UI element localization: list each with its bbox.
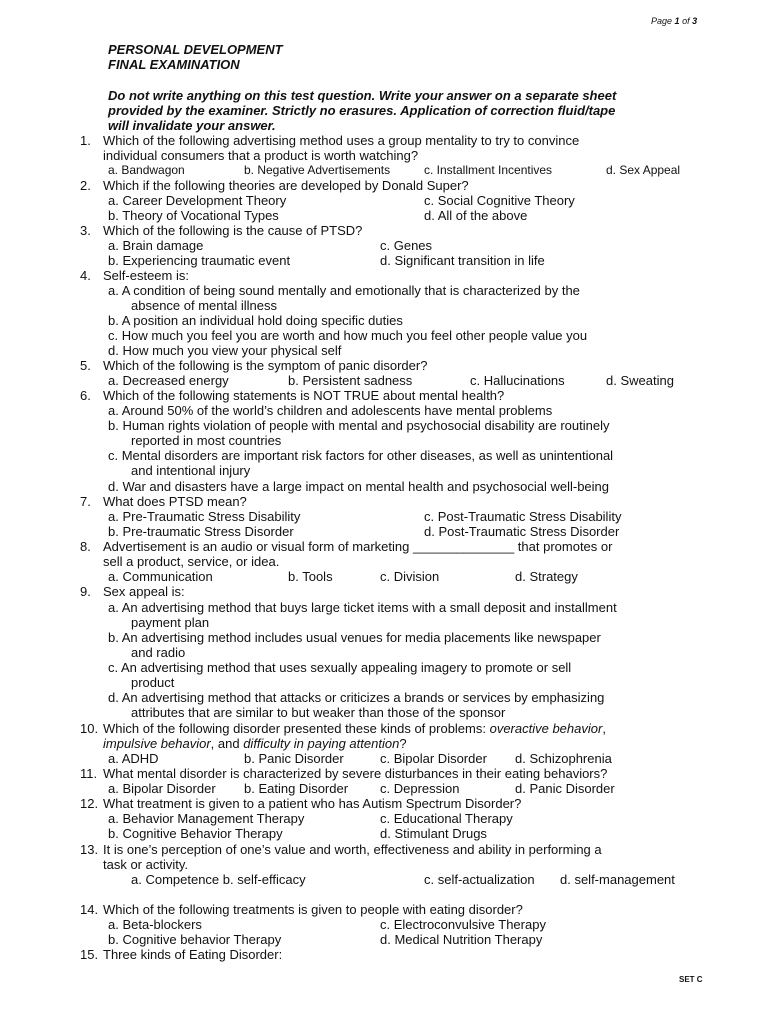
question-text: Which of the following is the symptom of panic disorder? bbox=[103, 358, 428, 373]
option-a-b: a. Competence b. self-efficacy bbox=[131, 872, 306, 887]
page-current: 1 bbox=[674, 16, 680, 26]
option-d: d. Sex Appeal bbox=[606, 163, 681, 177]
question-text-part: Which of the following disorder presented these kinds of problems: bbox=[103, 721, 490, 736]
option-d: d. All of the above bbox=[424, 208, 528, 223]
option-c: c. Genes bbox=[380, 238, 433, 253]
question-text: Which of the following treatments is given to people with eating disorder? bbox=[103, 902, 523, 917]
option-c: c. Bipolar Disorder bbox=[380, 751, 487, 766]
option-d-cont: attributes that are similar to but weaker than those of the sponsor bbox=[131, 705, 506, 720]
question-text: Self-esteem is: bbox=[103, 268, 189, 283]
question-text: Which of the following statements is NOT TRUE about mental health? bbox=[103, 388, 505, 403]
option-b: b. Panic Disorder bbox=[244, 751, 344, 766]
question-text: What treatment is given to a patient who has Autism Spectrum Disorder? bbox=[103, 796, 522, 811]
question-text: Which of the following advertising method uses a group mentality to try to convince bbox=[103, 133, 580, 148]
instruction-line: provided by the examiner. Strictly no erasures. Application of correction fluid/tape bbox=[108, 103, 616, 118]
option-b: b. Cognitive behavior Therapy bbox=[108, 932, 282, 947]
question-number: 7. bbox=[80, 494, 91, 509]
option-a: a. ADHD bbox=[108, 751, 159, 766]
option-a: a. A condition of being sound mentally and emotionally that is characterized by the bbox=[108, 283, 580, 298]
question-text bbox=[103, 721, 606, 736]
instructions bbox=[108, 88, 708, 133]
option-b: b. Human rights violation of people with mental and psychosocial disability are routinely bbox=[108, 418, 610, 433]
question-number: 9. bbox=[80, 584, 91, 599]
option-c: c. Post-Traumatic Stress Disability bbox=[424, 509, 622, 524]
option-d: d. Post-Traumatic Stress Disorder bbox=[424, 524, 620, 539]
question-text: It is one’s perception of one’s value and worth, effectiveness and ability in performing a bbox=[103, 842, 602, 857]
option-a: a. Communication bbox=[108, 569, 213, 584]
option-c: c. How much you feel you are worth and how much you feel other people value you bbox=[108, 328, 588, 343]
option-d: d. How much you view your physical self bbox=[108, 343, 342, 358]
question-number: 5. bbox=[80, 358, 91, 373]
option-d: d. Panic Disorder bbox=[515, 781, 615, 796]
question-number: 4. bbox=[80, 268, 91, 283]
question-text-italic: difficulty in paying attention bbox=[243, 736, 400, 751]
question-text-part: ? bbox=[399, 736, 407, 751]
option-b: b. A position an individual hold doing specific duties bbox=[108, 313, 403, 328]
question-number: 13. bbox=[80, 842, 99, 857]
question-text: Sex appeal is: bbox=[103, 584, 185, 599]
option-d: d. Significant transition in life bbox=[380, 253, 545, 268]
option-b: b. Theory of Vocational Types bbox=[108, 208, 279, 223]
option-c: c. Division bbox=[380, 569, 440, 584]
option-a: a. Decreased energy bbox=[108, 373, 229, 388]
option-a: a. An advertising method that buys large ticket items with a small deposit and installment bbox=[108, 600, 617, 615]
option-d: d. Medical Nutrition Therapy bbox=[380, 932, 543, 947]
option-a: a. Beta-blockers bbox=[108, 917, 202, 932]
question-number: 15. bbox=[80, 947, 99, 962]
option-b: b. Tools bbox=[288, 569, 333, 584]
page-of: of bbox=[682, 16, 690, 26]
option-b: b. Eating Disorder bbox=[244, 781, 349, 796]
question-text: What does PTSD mean? bbox=[103, 494, 247, 509]
question-text: Three kinds of Eating Disorder: bbox=[103, 947, 283, 962]
question-text: sell a product, service, or idea. bbox=[103, 554, 280, 569]
option-c: c. An advertising method that uses sexually appealing imagery to promote or sell bbox=[108, 660, 572, 675]
question-text-part: , and bbox=[210, 736, 244, 751]
instruction-line: will invalidate your answer. bbox=[108, 118, 276, 133]
option-b: b. Negative Advertisements bbox=[244, 163, 391, 177]
question-text-italic: impulsive behavior bbox=[103, 736, 211, 751]
exam-type: FINAL EXAMINATION bbox=[108, 57, 240, 72]
question-number: 10. bbox=[80, 721, 99, 736]
option-a-cont: payment plan bbox=[131, 615, 210, 630]
question-number: 1. bbox=[80, 133, 91, 148]
option-a-cont: absence of mental illness bbox=[131, 298, 277, 313]
option-c: c. Educational Therapy bbox=[380, 811, 513, 826]
question-number: 2. bbox=[80, 178, 91, 193]
option-c: c. Electroconvulsive Therapy bbox=[380, 917, 546, 932]
question-number: 11. bbox=[80, 766, 98, 781]
option-c: c. Depression bbox=[380, 781, 460, 796]
option-a: a. Bipolar Disorder bbox=[108, 781, 216, 796]
option-d: d. Stimulant Drugs bbox=[380, 826, 487, 841]
question-text: What mental disorder is characterized by severe disturbances in their eating behaviors? bbox=[103, 766, 608, 781]
option-c: c. Mental disorders are important risk factors for other diseases, as well as unintentional bbox=[108, 448, 614, 463]
question-text-part: , bbox=[602, 721, 606, 736]
option-c: c. Social Cognitive Theory bbox=[424, 193, 575, 208]
option-b-cont: reported in most countries bbox=[131, 433, 282, 448]
option-a: a. Behavior Management Therapy bbox=[108, 811, 305, 826]
option-a: a. Around 50% of the world’s children and adolescents have mental problems bbox=[108, 403, 553, 418]
option-c-cont: and intentional injury bbox=[131, 463, 251, 478]
option-d: d. An advertising method that attacks or criticizes a brands or services by emphasizing bbox=[108, 690, 605, 705]
option-b: b. Experiencing traumatic event bbox=[108, 253, 291, 268]
set-label: SET C bbox=[679, 975, 703, 984]
page-label: Page bbox=[651, 16, 673, 26]
question-text-italic: overactive behavior bbox=[489, 721, 603, 736]
option-a: a. Brain damage bbox=[108, 238, 204, 253]
option-a: a. Career Development Theory bbox=[108, 193, 287, 208]
question-number: 6. bbox=[80, 388, 91, 403]
option-a: a. Bandwagon bbox=[108, 163, 185, 177]
option-c-cont: product bbox=[131, 675, 175, 690]
question-text: Which if the following theories are developed by Donald Super? bbox=[103, 178, 469, 193]
option-b-cont: and radio bbox=[131, 645, 186, 660]
question-number: 8. bbox=[80, 539, 91, 554]
option-a: a. Pre-Traumatic Stress Disability bbox=[108, 509, 301, 524]
question-text bbox=[103, 736, 407, 751]
page-number bbox=[651, 16, 697, 26]
option-d: d. self-management bbox=[560, 872, 675, 887]
option-b: b. An advertising method includes usual venues for media placements like newspaper bbox=[108, 630, 601, 645]
option-b: b. Cognitive Behavior Therapy bbox=[108, 826, 283, 841]
question-text: task or activity. bbox=[103, 857, 189, 872]
question-number: 14. bbox=[80, 902, 99, 917]
option-c: c. self-actualization bbox=[424, 872, 535, 887]
question-text: individual consumers that a product is worth watching? bbox=[103, 148, 419, 163]
option-d: d. War and disasters have a large impact on mental health and psychosocial well-being bbox=[108, 479, 610, 494]
option-c: c. Installment Incentives bbox=[424, 163, 553, 177]
option-d: d. Sweating bbox=[606, 373, 674, 388]
question-text: Advertisement is an audio or visual form of marketing ______________ that promotes or bbox=[103, 539, 613, 554]
page-total: 3 bbox=[692, 16, 698, 26]
option-d: d. Strategy bbox=[515, 569, 578, 584]
question-number: 3. bbox=[80, 223, 91, 238]
question-text: Which of the following is the cause of PTSD? bbox=[103, 223, 363, 238]
option-d: d. Schizophrenia bbox=[515, 751, 612, 766]
option-b: b. Pre-traumatic Stress Disorder bbox=[108, 524, 294, 539]
option-c: c. Hallucinations bbox=[470, 373, 565, 388]
question-number: 12. bbox=[80, 796, 99, 811]
exam-subject: PERSONAL DEVELOPMENT bbox=[108, 42, 283, 57]
option-b: b. Persistent sadness bbox=[288, 373, 413, 388]
instruction-line: Do not write anything on this test question. Write your answer on a separate sheet bbox=[108, 88, 617, 103]
